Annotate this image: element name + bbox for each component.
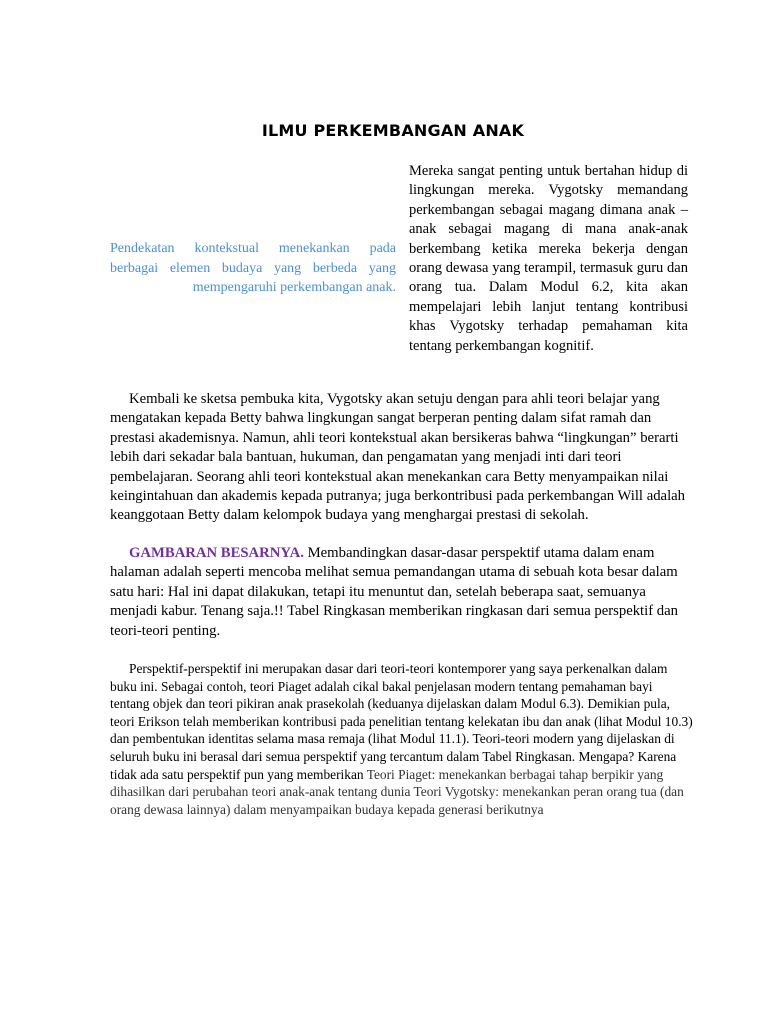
- paragraph-2-text: Membandingkan dasar-dasar perspektif utama dalam enam halaman adalah seperti mencoba melihat semua pemandangan utama di sebuah kota besar dalam satu hari: Hal ini dapat dilakukan, tetapi itu menuntut dan, setelah beberapa saat, semuanya menjadi kabur. Tenang saja.!! Tabel Ringkasan memberikan ringkasan dari semua perspektif dan teori-teori penting.: [110, 545, 678, 639]
- body-paragraph-1: Kembali ke sketsa pembuka kita, Vygotsky akan setuju dengan para ahli teori belajar yang mengatakan kepada Betty bahwa lingkungan sangat berperan penting dalam sifat ramah dan prestasi akademisnya. Namun, ahli teori kontekstual akan bersikeras bahwa “lingkungan” berarti lebih dari sekadar bala bantuan, hukuman, dan pengamatan yang menjadi inti dari teori pembelajaran. Seorang ahli teori kontekstual akan menekankan cara Betty menyampaikan nilai keingintahuan dan akademis kepada putranya; juga berkontribusi pada perkembangan Will adalah keanggotaan Betty dalam kelompok budaya yang menghargai prestasi di sekolah.: [110, 391, 686, 524]
- section-heading-inline: GAMBARAN BESARNYA.: [129, 545, 304, 561]
- paragraph-3-tail: Teori Piaget: menekankan berbagai tahap berpikir yang dihasilkan dari perubahan teori anak-anak tentang dunia Teori Vygotsky: menekankan peran orang tua (dan orang dewasa lainnya) dalam menyampaikan budaya kepada generasi berikutnya: [110, 766, 684, 817]
- page-title: ILMU PERKEMBANGAN ANAK: [261, 121, 525, 140]
- body-paragraph-3: [110, 660, 694, 818]
- pull-quote: Pendekatan kontekstual menekankan pada berbagai elemen budaya yang berbeda yang mempengaruhi perkembangan anak.: [110, 241, 396, 295]
- right-column-text: Mereka sangat penting untuk bertahan hidup di lingkungan mereka. Vygotsky memandang perkembangan sebagai magang dimana anak – anak sebagai magang di mana anak-anak berkembang ketika mereka bekerja dengan orang dewasa yang terampil, termasuk guru dan orang tua. Dalam Modul 6.2, kita akan mempelajari lebih lanjut tentang kontribusi khas Vygotsky terhadap pemahaman kita tentang perkembangan kognitif.: [409, 163, 688, 354]
- paragraph-3-text: Perspektif-perspektif ini merupakan dasar dari teori-teori kontemporer yang saya perkenalkan dalam buku ini. Sebagai contoh, teori Piaget adalah cikal bakal penjelasan modern tentang pemahaman bayi tentang objek dan teori pikiran anak prasekolah (keduanya dijelaskan dalam Modul 6.3). Demikian pula, teori Erikson telah memberikan kontribusi pada penelitian tentang kelekatan ibu dan anak (lihat Modul 10.3) dan pembentukan identitas selama masa remaja (lihat Modul 11.1). Teori-teori modern yang dijelaskan di seluruh buku ini berasal dari semua perspektif yang tercantum dalam Tabel Ringkasan. Mengapa? Karena tidak ada satu perspektif pun yang memberikan: [110, 661, 693, 782]
- body-paragraph-2: [110, 544, 692, 641]
